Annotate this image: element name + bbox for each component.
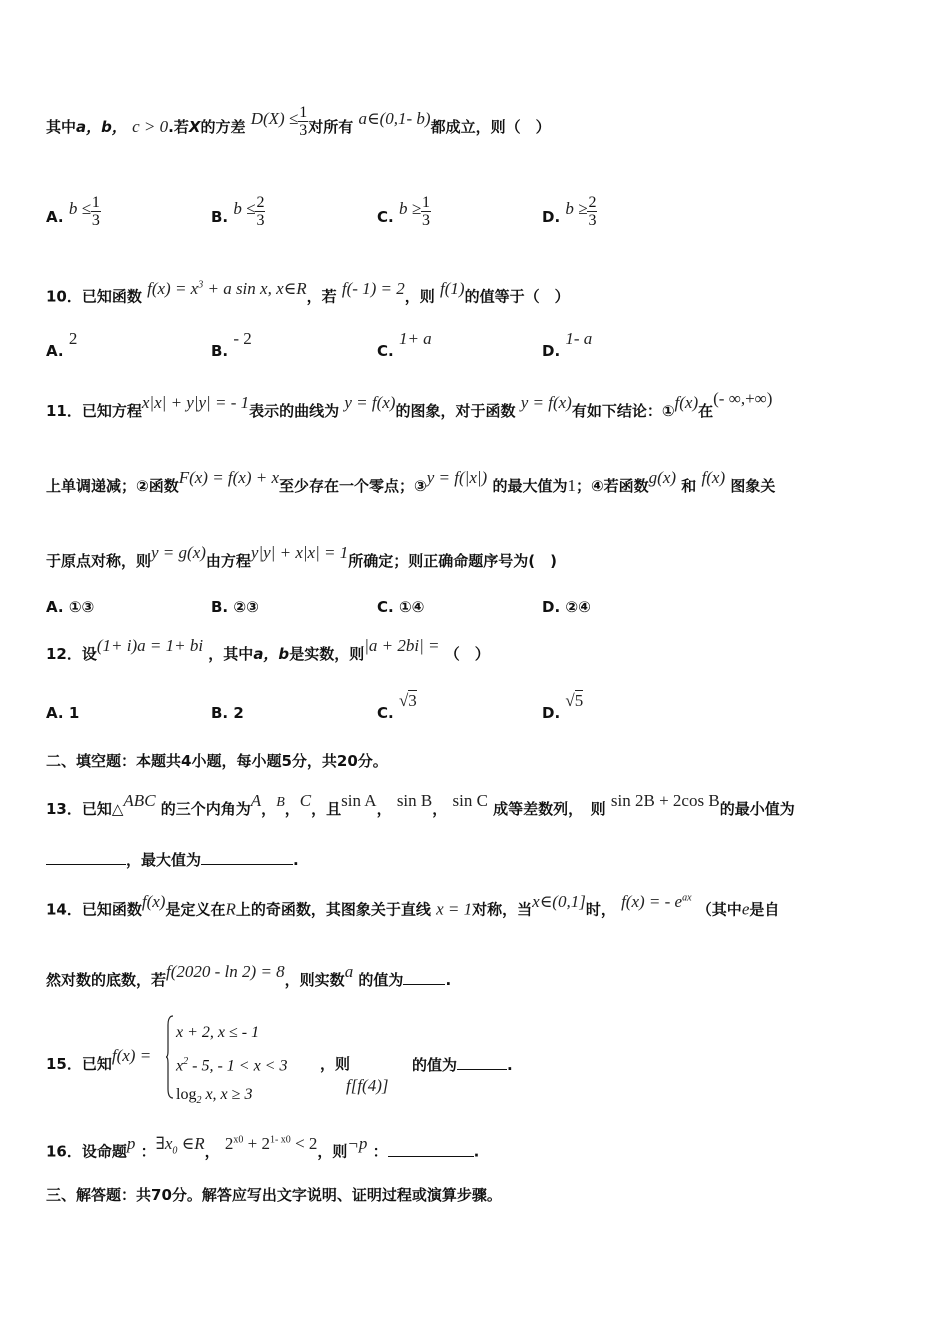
- q11-stem-line1: [46, 389, 910, 422]
- math: [565, 691, 583, 710]
- answer-blank-min[interactable]: [46, 848, 126, 865]
- math: [621, 892, 691, 911]
- text: .: [507, 1056, 513, 1074]
- math: y|y| + x|x| = 1: [250, 543, 349, 562]
- q10-option-b[interactable]: [211, 329, 252, 362]
- q12-stem: [46, 636, 910, 665]
- option-label: D.: [542, 704, 561, 722]
- fraction-den: 3: [91, 212, 100, 229]
- piecewise-row-1: x + 2, x ≤ - 1: [176, 1024, 260, 1041]
- question-number: 11．已知方程: [46, 402, 142, 420]
- text: （其中: [696, 900, 742, 919]
- question-number: 15．已知: [46, 1055, 112, 1073]
- answer-blank[interactable]: [457, 1053, 507, 1070]
- text: ，且: [311, 800, 342, 818]
- text: 由方程: [205, 552, 251, 570]
- question-number: 14．已知函数: [46, 900, 142, 919]
- math: ¬p: [347, 1133, 368, 1153]
- option-text: 1: [68, 704, 80, 722]
- math: p: [126, 1133, 136, 1153]
- option-label: C.: [377, 342, 394, 360]
- text: 上的奇函数，其图象关于直线: [235, 900, 431, 919]
- q12-option-a[interactable]: [46, 702, 79, 724]
- text: 然对数的底数，若: [46, 971, 167, 989]
- question-number: 12．设: [46, 645, 97, 663]
- text: ，则实数: [284, 971, 345, 989]
- left-brace-icon: [166, 1015, 174, 1099]
- math: 1: [567, 476, 576, 495]
- math: y = f(|x|): [426, 468, 488, 487]
- math: sin 2B + 2cos B: [610, 791, 720, 810]
- text: .: [293, 851, 299, 869]
- math: c > 0: [132, 117, 169, 136]
- math: y = f(x): [520, 393, 572, 412]
- math-radicand: 3: [408, 691, 417, 710]
- math: (1+ i)a = 1+ bi: [96, 636, 204, 655]
- math-radicand: 5: [574, 691, 584, 710]
- math: C: [299, 791, 312, 810]
- math: [399, 691, 417, 710]
- math: A: [250, 791, 262, 810]
- math: (- ∞,+∞): [713, 389, 773, 408]
- math: ABC: [123, 791, 156, 810]
- piecewise-definition: [176, 1018, 287, 1116]
- text: ，: [432, 800, 448, 818]
- q11-stem-line2: [46, 468, 910, 497]
- math: f(2020 - ln 2) = 8: [166, 962, 285, 981]
- q11-stem-line3: [46, 543, 910, 572]
- answer-blank[interactable]: [388, 1140, 474, 1157]
- text: ，: [261, 800, 277, 818]
- text: 表示的曲线为: [249, 402, 340, 420]
- math-part: x, x ≥ 3: [201, 1086, 253, 1104]
- q10-option-d[interactable]: [542, 329, 593, 362]
- fraction-num: 2: [588, 194, 597, 211]
- q14-stem-line2: [46, 962, 910, 991]
- q10-option-c[interactable]: [377, 329, 432, 362]
- math-part: log: [176, 1086, 197, 1104]
- math: b ≥: [398, 199, 422, 218]
- math: [155, 1133, 205, 1157]
- math: 1+ a: [398, 329, 432, 348]
- math: F(x) = f(x) + x: [178, 468, 280, 487]
- math-part: + 2: [243, 1133, 270, 1153]
- math: - 2: [233, 329, 252, 348]
- math: g(x): [648, 468, 677, 487]
- q9-option-a[interactable]: [46, 194, 101, 235]
- option-label: C.: [377, 208, 394, 226]
- option-label: C.: [377, 704, 394, 722]
- math: x|x| + y|y| = - 1: [141, 393, 250, 412]
- question-number: 13．已知△: [46, 800, 124, 818]
- fraction: [91, 194, 101, 229]
- q15-expression: [346, 1075, 910, 1097]
- answer-blank[interactable]: [403, 968, 445, 985]
- option-label: C.: [377, 598, 394, 616]
- math: f(x): [141, 891, 166, 911]
- math-part: < 2: [290, 1133, 318, 1153]
- text: 的最大值为: [492, 477, 568, 495]
- fraction-den: 3: [299, 122, 308, 139]
- text: 对称，当: [472, 900, 533, 919]
- math-sup: ax: [682, 892, 692, 903]
- math: D(X) ≤: [250, 109, 299, 128]
- text: ；④若函数: [575, 477, 649, 495]
- text: 其中: [46, 118, 77, 136]
- math: f(x) =: [111, 1046, 152, 1065]
- sqrt-icon: √: [398, 691, 409, 710]
- text: ，最大值为: [126, 851, 202, 869]
- math: sin A: [341, 791, 377, 810]
- text: 图象关: [730, 477, 776, 495]
- math: b ≤: [68, 199, 91, 218]
- text: 和: [681, 477, 697, 495]
- fraction: [298, 104, 308, 139]
- q12-option-c[interactable]: [377, 691, 417, 724]
- option-text: ②④: [565, 598, 591, 616]
- text: ，其中: [208, 645, 254, 663]
- math-sub: 0: [172, 1145, 178, 1157]
- math: f(1): [440, 278, 465, 298]
- q9-stem: [46, 104, 910, 145]
- piecewise-row-2: [176, 1047, 287, 1080]
- math-sup: 2: [183, 1056, 189, 1067]
- text: .: [473, 1142, 480, 1161]
- math: f(x): [701, 468, 726, 487]
- option-label: B.: [211, 598, 229, 616]
- text: ，: [376, 800, 392, 818]
- math: e: [741, 899, 750, 919]
- math: x = 1: [436, 899, 473, 919]
- text: a，b: [253, 645, 290, 663]
- text: ，: [284, 800, 300, 818]
- q12-option-b[interactable]: [211, 702, 244, 724]
- text: 的三个内角为: [160, 800, 251, 818]
- text: 在: [698, 402, 714, 420]
- option-label: B.: [211, 704, 229, 722]
- text: ，则: [320, 1055, 351, 1073]
- q9-option-b[interactable]: [211, 194, 265, 235]
- option-text: 2: [233, 704, 244, 722]
- text: ：: [372, 1142, 388, 1161]
- text: 上单调递减；②函数: [46, 477, 179, 495]
- text: ，则: [404, 287, 435, 306]
- option-text: ②③: [233, 598, 259, 616]
- text: 对所有: [308, 118, 354, 136]
- option-text: ①④: [398, 598, 425, 616]
- math-part: ∃x: [155, 1133, 173, 1153]
- q9-option-d[interactable]: [542, 194, 597, 235]
- text: a，b，: [76, 118, 127, 136]
- math: f[f(4)]: [346, 1076, 389, 1095]
- option-label: D.: [542, 208, 561, 226]
- fraction-den: 3: [256, 212, 265, 229]
- text: 是自: [749, 900, 780, 919]
- math-part: f(x) = - e: [621, 891, 683, 911]
- option-label: A.: [46, 208, 64, 226]
- fraction: [421, 194, 431, 229]
- q13-blanks: [46, 848, 910, 871]
- fraction: [255, 194, 265, 229]
- fraction-num: 1: [91, 194, 100, 211]
- option-label: D.: [542, 342, 561, 360]
- math-sub: 2: [196, 1095, 202, 1107]
- q12-option-d[interactable]: [542, 691, 584, 724]
- fraction-den: 3: [422, 212, 431, 229]
- math: x∈(0,1]: [532, 891, 586, 911]
- q10-stem: [46, 278, 910, 308]
- math: 1- a: [565, 329, 593, 348]
- math-sup: 3: [198, 279, 204, 290]
- text: 的值为: [412, 1056, 458, 1074]
- math-part: 2: [224, 1133, 234, 1153]
- text: 所确定；则正确命题序号为( ): [348, 552, 557, 570]
- math: sin C: [452, 791, 488, 810]
- text: ，若: [306, 287, 337, 306]
- text: 时，: [585, 900, 616, 919]
- math: f(- 1) = 2: [341, 278, 405, 298]
- fraction-num: 1: [422, 194, 431, 211]
- text: ，: [204, 1142, 220, 1161]
- text: ，则: [317, 1142, 348, 1161]
- fraction: [587, 194, 597, 229]
- math-part: x: [176, 1057, 184, 1075]
- math: a∈(0,1- b): [358, 109, 431, 128]
- math: a: [344, 962, 354, 981]
- q11-option-b[interactable]: [211, 596, 259, 618]
- math-part: - 5, - 1 < x < 3: [188, 1057, 288, 1075]
- text: 于原点对称，则: [46, 552, 152, 570]
- text: 的值为: [358, 971, 404, 989]
- fraction-num: 1: [299, 104, 308, 121]
- math: b ≤: [233, 199, 256, 218]
- q10-option-a[interactable]: [46, 329, 78, 362]
- math: f(x): [674, 393, 699, 412]
- q14-stem-line1: [46, 891, 910, 921]
- text: 至少存在一个零点；③: [279, 477, 427, 495]
- math: |a + 2bi| =: [364, 636, 440, 655]
- q13-stem: [46, 791, 910, 822]
- q11-option-a[interactable]: [46, 596, 94, 618]
- text: 有如下结论：①: [571, 402, 675, 420]
- text: （ ）: [444, 645, 490, 663]
- answer-blank-max[interactable]: [201, 848, 293, 865]
- text: ：: [140, 1142, 156, 1161]
- math-part: f(x) = x: [147, 278, 199, 298]
- text: 的最小值为: [719, 800, 795, 818]
- math-sup: x0: [233, 1134, 244, 1145]
- fraction-den: 3: [588, 212, 597, 229]
- piecewise-row-3: [176, 1080, 287, 1115]
- option-label: D.: [542, 598, 561, 616]
- math: y = g(x): [151, 543, 206, 562]
- math: [225, 1134, 318, 1153]
- math-part: + a sin x, x∈R: [203, 278, 307, 298]
- text: 的值等于（ ）: [464, 287, 570, 306]
- section-2-heading: 二、填空题：本题共4小题，每小题5分，共20分。: [46, 752, 388, 770]
- text: 的方差: [200, 118, 246, 136]
- q11-option-d[interactable]: [542, 596, 591, 618]
- math: b ≥: [565, 199, 588, 218]
- math: R: [225, 899, 236, 919]
- math: y = f(x): [344, 393, 396, 412]
- text: 的图象，对于函数: [395, 402, 516, 420]
- math: B: [276, 795, 285, 810]
- q16-stem: [46, 1133, 910, 1170]
- math: sin B: [396, 791, 433, 810]
- question-number: 10．已知函数: [46, 287, 142, 306]
- question-number: 16．设命题: [46, 1142, 127, 1161]
- option-label: A.: [46, 704, 64, 722]
- option-label: B.: [211, 342, 229, 360]
- math: 2: [68, 329, 78, 348]
- q11-option-c[interactable]: [377, 596, 424, 618]
- q9-option-c[interactable]: [377, 194, 431, 235]
- option-label: A.: [46, 598, 64, 616]
- option-text: ①③: [68, 598, 95, 616]
- text: 都成立，则（ ）: [430, 118, 551, 136]
- text: .: [445, 971, 452, 989]
- option-label: B.: [211, 208, 229, 226]
- text: X: [188, 118, 201, 136]
- fraction-num: 2: [256, 194, 265, 211]
- text: 是实数，则: [289, 645, 365, 663]
- math-part: ∈R: [177, 1133, 205, 1153]
- section-3-heading: 三、解答题：共70分。解答应写出文字说明、证明过程或演算步骤。: [46, 1186, 502, 1204]
- math-sup: 1- x0: [269, 1134, 291, 1145]
- sqrt-icon: √: [565, 691, 575, 710]
- q15-answer: [412, 1053, 910, 1076]
- option-label: A.: [46, 342, 64, 360]
- text: .若: [168, 118, 189, 136]
- text: 成等差数列， 则: [493, 800, 606, 818]
- math: [147, 279, 306, 298]
- text: 是定义在: [165, 900, 226, 919]
